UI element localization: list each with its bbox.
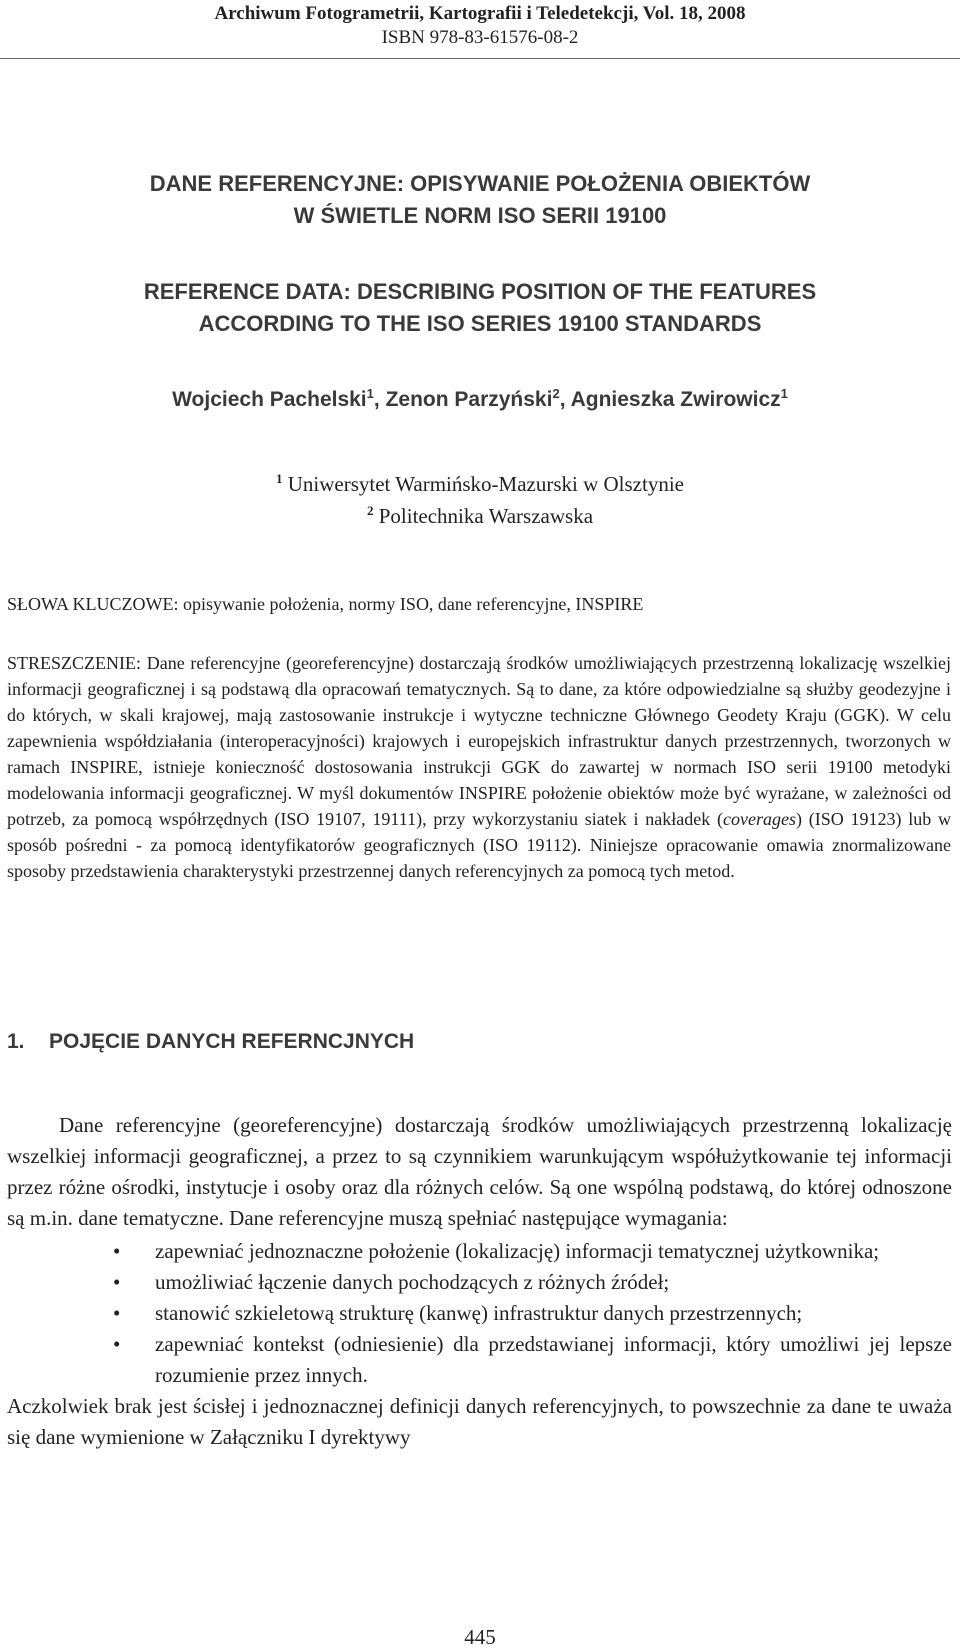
title-english-line-2: ACCORDING TO THE ISO SERIES 19100 STANDARDS [198, 311, 762, 336]
list-item-text: stanowić szkieletową strukturę (kanwę) infrastruktur danych przestrzennych; [155, 1301, 803, 1325]
bullet-icon: • [113, 1301, 121, 1325]
abstract-text: ) (ISO 19123) lub w sposób pośredni - za pomocą identyfikatorów geograficznych (ISO 19112). Niniejsze opracowanie omawia znormalizowane sposoby przedstawienia charakterystyki przestrzennej danych referencyjnych za pomocą tych metod. [7, 809, 951, 881]
list-item [7, 1298, 952, 1329]
bullet-icon: • [113, 1332, 121, 1356]
list-item-text: zapewniać kontekst (odniesienie) dla przedstawianej informacji, który umożliwi jej lepsze rozumienie przez innych. [155, 1332, 952, 1387]
author-name: Zenon Parzyński [385, 388, 553, 411]
author-separator: , [373, 388, 386, 411]
title-english-line-1: REFERENCE DATA: DESCRIBING POSITION OF THE FEATURES [143, 279, 817, 304]
affiliation-mark: 2 [552, 386, 560, 401]
affiliation-name: Uniwersytet Warmińsko-Mazurski w Olsztynie [287, 472, 684, 496]
bullet-icon: • [113, 1270, 121, 1294]
author-list [0, 386, 960, 414]
isbn: ISBN 978-83-61576-08-2 [381, 27, 579, 48]
section-number: 1. [7, 1030, 25, 1053]
list-item-text: umożliwiać łączenie danych pochodzących z różnych źródeł; [155, 1270, 670, 1294]
title-polish-line-1: DANE REFERENCYJNE: OPISYWANIE POŁOŻENIA OBIEKTÓW [149, 171, 811, 196]
author-name: Agnieszka Zwirowicz [570, 388, 781, 411]
title-polish-line-2: W ŚWIETLE NORM ISO SERII 19100 [293, 203, 667, 228]
author-name: Wojciech Pachelski [172, 388, 367, 411]
page-number: 445 [464, 1625, 496, 1649]
affiliations [0, 468, 960, 532]
bullet-icon: • [113, 1239, 121, 1263]
list-item [7, 1329, 952, 1391]
affiliation-name: Politechnika Warszawska [378, 504, 594, 528]
list-item [7, 1267, 952, 1298]
affiliation-mark: 1 [366, 386, 374, 401]
affiliation-mark: 2 [366, 503, 374, 518]
section-heading [7, 1030, 414, 1054]
author-separator: , [559, 388, 571, 411]
affiliation-2 [0, 500, 960, 532]
affiliation-mark: 1 [780, 386, 788, 401]
affiliation-1 [0, 468, 960, 500]
body-paragraph: Aczkolwiek brak jest ścisłej i jednoznacznej definicji danych referencyjnych, to powszechnie za dane te uważa się dane wymienione w Załączniku I dyrektywy [7, 1394, 952, 1449]
requirements-list [7, 1236, 952, 1391]
abstract [7, 650, 951, 884]
list-item [7, 1236, 952, 1267]
running-header [0, 0, 960, 59]
title-polish [0, 168, 960, 232]
list-item-text: zapewniać jednoznaczne położenie (lokalizację) informacji tematycznej użytkownika; [155, 1239, 880, 1263]
section-title: POJĘCIE DANYCH REFERNCJNYCH [49, 1030, 415, 1053]
body-paragraph: Dane referencyjne (georeferencyjne) dostarczają środków umożliwiających przestrzenną lokalizację wszelkiej informacji geograficznej, a przez to są czynnikiem warunkującym współużytkowanie tej informacji przez różne ośrodki, instytucje i osoby oraz dla różnych celów. Są one wspólną podstawą, do której odnoszone są m.in. dane tematyczne. Dane referencyjne muszą spełniać następujące wymagania: [7, 1113, 952, 1230]
body-text [7, 1110, 952, 1453]
keywords: SŁOWA KLUCZOWE: opisywanie położenia, normy ISO, dane referencyjne, INSPIRE [7, 594, 644, 614]
affiliation-mark: 1 [275, 471, 283, 486]
abstract-italic-term: coverages [723, 809, 796, 829]
abstract-text: STRESZCZENIE: Dane referencyjne (georeferencyjne) dostarczają środków umożliwiających przestrzenną lokalizację wszelkiej informacji geograficznej i są podstawą dla opracowań tematycznych. Są to dane, za które odpowiedzialne są służby geodezyjne i do których, w skali krajowej, mają zastosowanie instrukcje i wytyczne techniczne Głównego Geodety Kraju (GGK). W celu zapewnienia współdziałania (interoperacyjności) krajowych i europejskich infrastruktur danych przestrzennych, tworzonych w ramach INSPIRE, istnieje konieczność dostosowania instrukcji GGK do zawartej w normach ISO serii 19100 metodyki modelowania informacji geograficznej. W myśl dokumentów INSPIRE położenie obiektów może być wyrażane, w zależności od potrzeb, za pomocą współrzędnych (ISO 19107, 19111), przy wykorzystaniu siatek i nakładek ( [7, 653, 951, 829]
title-english [0, 276, 960, 340]
journal-title: Archiwum Fotogrametrii, Kartografii i Teledetekcji, Vol. 18, 2008 [214, 3, 746, 24]
